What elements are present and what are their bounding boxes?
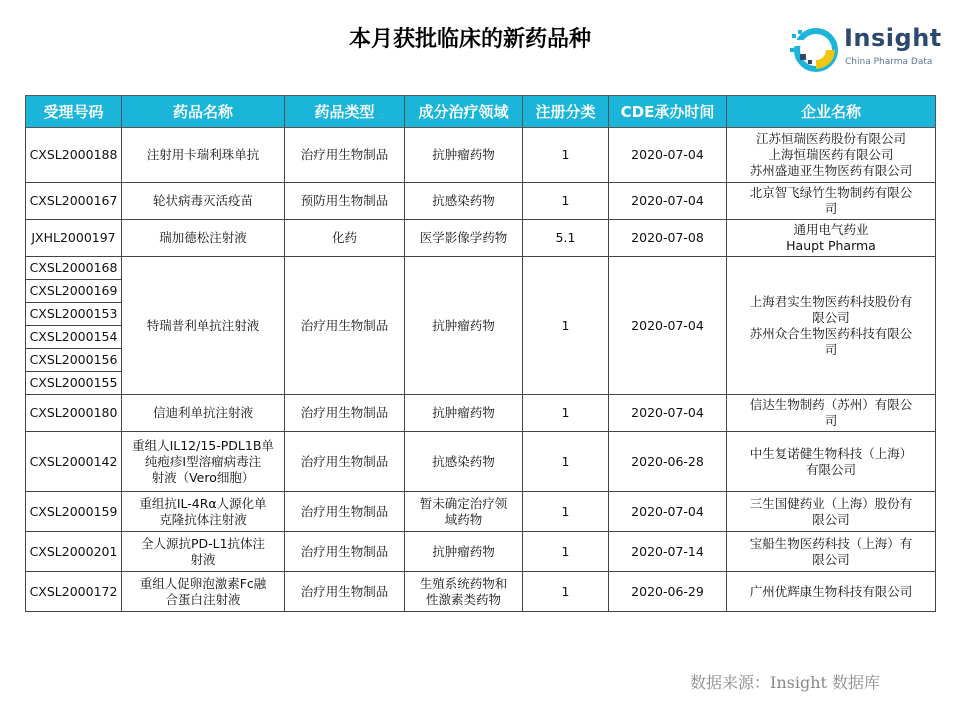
page-title: 本月获批临床的新药品种 [348, 27, 591, 52]
header-drug-type: 药品类型 [285, 96, 405, 128]
header-accept-no: 受理号码 [26, 96, 122, 128]
cde-date-cell: 2020-07-04 [609, 257, 727, 395]
table-row [26, 395, 936, 432]
drug-name-cell: 瑞加德松注射液 [122, 220, 285, 257]
accept-no-cell: CXSL2000188 [26, 128, 122, 183]
company-cell: 宝船生物医药科技（上海）有 限公司 [727, 532, 936, 572]
company-cell: 北京智飞绿竹生物制药有限公 司 [727, 183, 936, 220]
table-row [26, 572, 936, 612]
reg-class-cell: 1 [523, 257, 609, 395]
reg-class-cell: 1 [523, 128, 609, 183]
reg-class-cell: 1 [523, 492, 609, 532]
company-cell: 三生国健药业（上海）股份有 限公司 [727, 492, 936, 532]
therapeutic-area-cell: 抗肿瘤药物 [405, 395, 523, 432]
accept-no-cell: CXSL2000180 [26, 395, 122, 432]
table-row [26, 220, 936, 257]
drug-name-cell: 注射用卡瑞利珠单抗 [122, 128, 285, 183]
company-cell: 中生复诺健生物科技（上海） 有限公司 [727, 432, 936, 492]
drug-type-cell: 治疗用生物制品 [285, 395, 405, 432]
cde-date-cell: 2020-07-14 [609, 532, 727, 572]
company-cell: 信达生物制药（苏州）有限公 司 [727, 395, 936, 432]
cde-date-cell: 2020-07-04 [609, 395, 727, 432]
accept-no-cell: CXSL2000159 [26, 492, 122, 532]
header-company: 企业名称 [727, 96, 936, 128]
therapeutic-area-cell: 生殖系统药物和 性激素类药物 [405, 572, 523, 612]
header-reg-class: 注册分类 [523, 96, 609, 128]
cde-date-cell: 2020-07-04 [609, 492, 727, 532]
accept-no-cell: CXSL2000142 [26, 432, 122, 492]
drug-name-cell: 特瑞普利单抗注射液 [122, 257, 285, 395]
table-row [26, 128, 936, 183]
cde-date-cell: 2020-07-04 [609, 128, 727, 183]
drug-name-cell: 信迪利单抗注射液 [122, 395, 285, 432]
accept-no-cell: CXSL2000172 [26, 572, 122, 612]
therapeutic-area-cell: 抗肿瘤药物 [405, 532, 523, 572]
cde-date-cell: 2020-06-28 [609, 432, 727, 492]
insight-logo-icon [786, 20, 842, 76]
reg-class-cell: 1 [523, 532, 609, 572]
brand-tagline: China Pharma Data [845, 57, 933, 67]
reg-class-cell: 1 [523, 395, 609, 432]
company-cell: 广州优辉康生物科技有限公司 [727, 572, 936, 612]
accept-no-cell: JXHL2000197 [26, 220, 122, 257]
reg-class-cell: 1 [523, 432, 609, 492]
table-row [26, 257, 936, 280]
reg-class-cell: 1 [523, 183, 609, 220]
drug-type-cell: 预防用生物制品 [285, 183, 405, 220]
accept-no-cell: CXSL2000201 [26, 532, 122, 572]
drug-type-cell: 治疗用生物制品 [285, 128, 405, 183]
cde-date-cell: 2020-07-08 [609, 220, 727, 257]
accept-no-cell: CXSL2000153 [26, 303, 122, 326]
table-row [26, 492, 936, 532]
therapeutic-area-cell: 抗感染药物 [405, 432, 523, 492]
therapeutic-area-cell: 抗肿瘤药物 [405, 128, 523, 183]
drug-name-cell: 全人源抗PD-L1抗体注 射液 [122, 532, 285, 572]
drug-name-cell: 轮状病毒灭活疫苗 [122, 183, 285, 220]
table-row [26, 183, 936, 220]
drug-type-cell: 治疗用生物制品 [285, 257, 405, 395]
drug-type-cell: 治疗用生物制品 [285, 572, 405, 612]
therapeutic-area-cell: 抗感染药物 [405, 183, 523, 220]
accept-no-cell: CXSL2000156 [26, 349, 122, 372]
header-drug-name: 药品名称 [122, 96, 285, 128]
insight-logo [786, 20, 942, 76]
header-cde-date: CDE承办时间 [609, 96, 727, 128]
header-therapeutic-area: 成分治疗领域 [405, 96, 523, 128]
company-cell: 江苏恒瑞医药股份有限公司 上海恒瑞医药有限公司 苏州盛迪亚生物医药有限公司 [727, 128, 936, 183]
cde-date-cell: 2020-07-04 [609, 183, 727, 220]
cde-date-cell: 2020-06-29 [609, 572, 727, 612]
company-cell: 通用电气药业 Haupt Pharma [727, 220, 936, 257]
drug-name-cell: 重组抗IL-4Rα人源化单 克隆抗体注射液 [122, 492, 285, 532]
table-row [26, 532, 936, 572]
drug-type-cell: 治疗用生物制品 [285, 432, 405, 492]
drug-name-cell: 重组人促卵泡激素Fc融 合蛋白注射液 [122, 572, 285, 612]
drug-type-cell: 治疗用生物制品 [285, 492, 405, 532]
accept-no-cell: CXSL2000169 [26, 280, 122, 303]
accept-no-cell: CXSL2000154 [26, 326, 122, 349]
company-cell: 上海君实生物医药科技股份有 限公司 苏州众合生物医药科技有限公 司 [727, 257, 936, 395]
reg-class-cell: 5.1 [523, 220, 609, 257]
accept-no-cell: CXSL2000167 [26, 183, 122, 220]
accept-no-cell: CXSL2000168 [26, 257, 122, 280]
therapeutic-area-cell: 暂未确定治疗领 域药物 [405, 492, 523, 532]
reg-class-cell: 1 [523, 572, 609, 612]
accept-no-cell: CXSL2000155 [26, 372, 122, 395]
drug-name-cell: 重组人IL12/15-PDL1B单 纯疱疹I型溶瘤病毒注 射液（Vero细胞） [122, 432, 285, 492]
therapeutic-area-cell: 医学影像学药物 [405, 220, 523, 257]
therapeutic-area-cell: 抗肿瘤药物 [405, 257, 523, 395]
table-row [26, 432, 936, 492]
drug-type-cell: 化药 [285, 220, 405, 257]
drug-type-cell: 治疗用生物制品 [285, 532, 405, 572]
drug-approval-table [25, 95, 936, 612]
data-source-note: 数据来源：Insight 数据库 [690, 673, 881, 692]
brand-name: Insight [844, 24, 942, 52]
table-header-row [26, 96, 936, 128]
